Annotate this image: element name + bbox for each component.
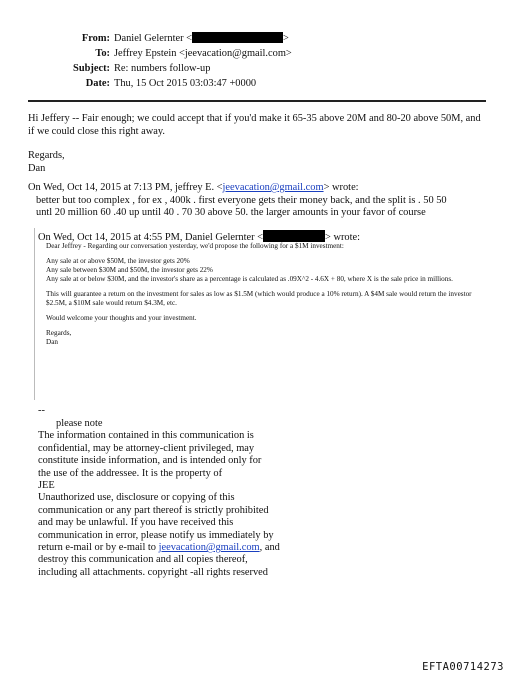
email-link[interactable]: jeevacation@gmail.com: [158, 542, 260, 554]
note-line: destroy this communication and all copies thereof,: [38, 554, 248, 566]
message-signature: Dan: [28, 162, 46, 174]
note-title: please note: [56, 418, 103, 429]
subject-row: [28, 61, 292, 76]
subject-value: Re: numbers follow-up: [114, 63, 211, 74]
proposal-term: Any sale at or below $30M, and the investor's share as a percentage is calculated as .09X^2 - 4.6X + 80, where X is the sale price in millions.: [46, 275, 453, 283]
note-line: communication in error, please notify us immediately by: [38, 529, 274, 541]
email-header: [28, 31, 292, 91]
note-line: Unauthorized use, disclosure or copying of this: [38, 492, 235, 504]
to-label: To:: [95, 48, 110, 59]
header-divider: [28, 100, 486, 102]
proposal-term: Any sale at or above $50M, the investor gets 20%: [46, 257, 190, 265]
quote1-attribution: [28, 182, 488, 195]
quoted-proposal: [46, 242, 486, 347]
note-line: including all attachments. copyright -all rights reserved: [38, 566, 268, 578]
date-value: Thu, 15 Oct 2015 03:03:47 +0000: [114, 78, 257, 89]
proposal-intro: Dear Jeffrey - Regarding our conversation yesterday, we'd propose the following for a $1M investment:: [46, 242, 344, 250]
proposal-guarantee: This will guarantee a return on the investment for sales as low as $1.5M (which would produce a 10% return). A $4M sale would return the investor $2.5M, a $10M sale would return $4.3M, etc.: [46, 290, 472, 307]
to-row: [28, 46, 292, 61]
signature-separator: --: [38, 405, 45, 416]
note-line: constitute inside information, and is intended only for: [38, 455, 262, 467]
quote1-attribution-post: > wrote:: [323, 182, 359, 193]
date-row: [28, 76, 292, 91]
proposal-signature: Dan: [46, 338, 58, 346]
note-email-line: [38, 542, 298, 554]
message-closing: Regards,: [28, 150, 65, 162]
from-row: [28, 31, 292, 46]
note-email-pre: return e-mail or by e-mail to: [38, 542, 159, 554]
bates-number: EFTA00714273: [422, 661, 504, 673]
quote1-line-1: better but too complex , for ex , 400k . first everyone gets their money back, and the split is . 50 50: [36, 194, 447, 206]
quote1-attribution-pre: On Wed, Oct 14, 2015 at 7:13 PM, jeffrey E. <: [28, 182, 223, 193]
quote2-attribution-pre: On Wed, Oct 14, 2015 at 4:55 PM, Daniel Gelernter <: [38, 232, 264, 243]
subject-label: Subject:: [73, 63, 110, 74]
note-email-post: , and: [259, 542, 280, 554]
redaction-box: [263, 230, 325, 242]
note-line: and may be unlawful. If you have received this: [38, 517, 234, 529]
note-line: the use of the addressee. It is the property of: [38, 467, 223, 479]
message-body: [28, 113, 488, 175]
email-link[interactable]: jeevacation@gmail.com: [222, 182, 324, 193]
note-line: confidential, may be attorney-client privileged, may: [38, 442, 255, 454]
proposal-closing: Regards,: [46, 329, 72, 337]
message-text: Hi Jeffery -- Fair enough; we could accept that if you'd make it 65-35 above 20M and 80-20 above 50M, and if we could close this right away.: [28, 113, 481, 137]
redaction-box: [192, 32, 283, 43]
note-line: JEE: [38, 480, 55, 492]
from-label: From:: [81, 33, 110, 44]
note-line: communication or any part thereof is strictly prohibited: [38, 504, 269, 516]
quote1-line-2: untl 20 million 60 .40 up until 40 . 70 30 above 50. the larger amounts in your favor of course: [36, 207, 426, 219]
confidentiality-note: [38, 418, 298, 579]
from-value: Daniel Gelernter <: [114, 33, 192, 44]
proposal-welcome: Would welcome your thoughts and your investment.: [46, 314, 197, 322]
quote2-attribution-post: > wrote:: [325, 232, 361, 243]
proposal-term: Any sale between $30M and $50M, the investor gets 22%: [46, 266, 213, 274]
note-line: The information contained in this communication is: [38, 430, 254, 442]
quoted-reply-1: [28, 182, 488, 220]
from-suffix: >: [282, 33, 289, 44]
to-value: Jeffrey Epstein <jeevacation@gmail.com>: [114, 48, 292, 59]
date-label: Date:: [85, 78, 110, 89]
